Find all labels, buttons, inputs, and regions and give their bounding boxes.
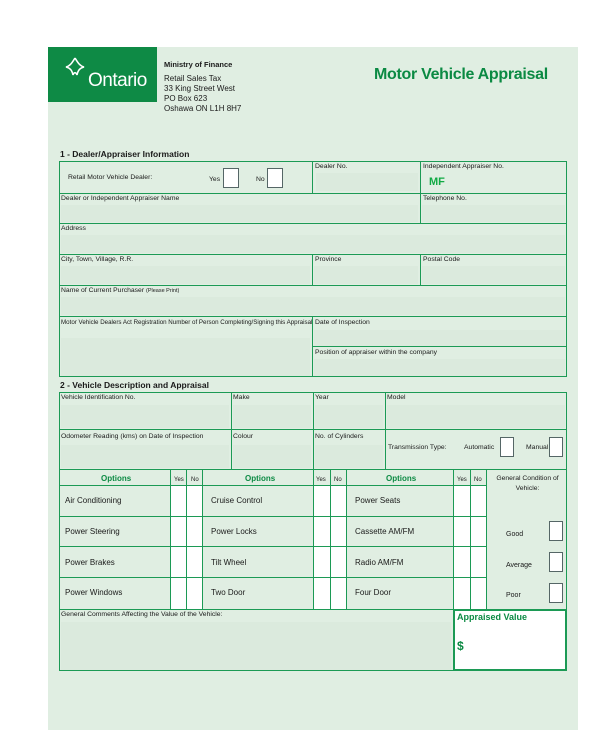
address-line-2: 33 King Street West <box>164 84 235 93</box>
appraised-value-label: Appraised Value <box>457 612 528 622</box>
option-cruise-control: Cruise Control <box>211 496 263 505</box>
option-two-door: Two Door <box>211 588 246 597</box>
section-1-title: 1 - Dealer/Appraiser Information <box>60 149 190 159</box>
odometer-label: Odometer Reading (kms) on Date of Inspection <box>61 433 204 440</box>
options-3-no-cells[interactable] <box>471 486 486 609</box>
retail-dealer-label: Retail Motor Vehicle Dealer: <box>68 174 153 181</box>
cylinders-label: No. of Cylinders <box>315 433 364 440</box>
dealer-no-field-label: Dealer No. <box>315 163 348 170</box>
registration-label: Motor Vehicle Dealers Act Registration Number of Person Completing/Signing this Appraisal <box>61 319 313 326</box>
position-input[interactable] <box>314 359 565 376</box>
dollar-sign: $ <box>457 639 464 653</box>
address-line-4: Oshawa ON L1H 8H7 <box>164 104 242 113</box>
purchaser-label: Name of Current Purchaser (Please Print) <box>61 287 180 294</box>
dealer-no-input[interactable] <box>316 173 418 191</box>
purchaser-input[interactable] <box>61 297 565 315</box>
option-power-locks: Power Locks <box>211 527 257 536</box>
transmission-label: Transmission Type: <box>388 444 447 451</box>
automatic-label: Automatic <box>464 444 495 451</box>
condition-poor-checkbox[interactable] <box>549 583 563 603</box>
vin-label: Vehicle Identification No. <box>61 394 136 401</box>
form-title: Motor Vehicle Appraisal <box>374 66 548 83</box>
province-label: Province <box>315 256 342 263</box>
model-label: Model <box>387 394 406 401</box>
no-col-header-2: No <box>334 477 342 483</box>
no-col-header-1: No <box>191 477 199 483</box>
year-label: Year <box>315 394 329 401</box>
yes-col-header-2: Yes <box>316 477 326 483</box>
make-input[interactable] <box>233 405 311 428</box>
condition-average-label: Average <box>506 562 532 569</box>
position-label: Position of appraiser within the company <box>315 349 438 356</box>
cylinders-input[interactable] <box>315 445 383 468</box>
dealer-yes-label: Yes <box>209 176 221 183</box>
address-line-3: PO Box 623 <box>164 94 208 103</box>
option-radio: Radio AM/FM <box>355 558 404 567</box>
odometer-input[interactable] <box>61 445 229 468</box>
manual-label: Manual <box>526 444 549 451</box>
options-1-yes-cells[interactable] <box>171 486 186 609</box>
city-label: City, Town, Village, R.R. <box>61 256 134 263</box>
section-2-title: 2 - Vehicle Description and Appraisal <box>60 380 209 390</box>
city-input[interactable] <box>61 266 310 284</box>
options-2-no-cells[interactable] <box>331 486 346 609</box>
comments-label: General Comments Affecting the Value of the Vehicle: <box>61 611 223 618</box>
option-air-conditioning: Air Conditioning <box>65 496 122 505</box>
options-header-3: Options <box>386 474 417 483</box>
address-line-1: Retail Sales Tax <box>164 74 222 83</box>
condition-good-checkbox[interactable] <box>549 521 563 541</box>
option-tilt-wheel: Tilt Wheel <box>211 558 247 567</box>
dealer-yes-checkbox[interactable] <box>223 168 239 188</box>
logo-wordmark: Ontario <box>88 70 147 91</box>
automatic-checkbox[interactable] <box>500 437 514 457</box>
postal-label: Postal Code <box>423 256 461 263</box>
address-input[interactable] <box>61 235 565 253</box>
dealer-no-label: No <box>256 176 265 183</box>
option-power-brakes: Power Brakes <box>65 558 115 567</box>
inspection-date-label: Date of Inspection <box>315 319 370 326</box>
option-power-steering: Power Steering <box>65 527 120 536</box>
year-input[interactable] <box>315 405 383 428</box>
model-input[interactable] <box>387 405 565 428</box>
condition-good-label: Good <box>506 531 524 538</box>
yes-col-header-3: Yes <box>457 477 467 483</box>
options-header-1: Options <box>101 474 132 483</box>
independent-appraiser-label: Independent Appraiser No. <box>423 163 504 170</box>
options-3-yes-cells[interactable] <box>454 486 470 609</box>
make-label: Make <box>233 394 250 401</box>
dealer-name-label: Dealer or Independent Appraiser Name <box>61 195 180 202</box>
telephone-input[interactable] <box>422 205 565 222</box>
options-1-no-cells[interactable] <box>187 486 202 609</box>
postal-input[interactable] <box>422 266 565 284</box>
condition-average-checkbox[interactable] <box>549 552 563 572</box>
options-2-yes-cells[interactable] <box>314 486 330 609</box>
yes-col-header-1: Yes <box>174 477 184 483</box>
comments-input[interactable] <box>61 622 451 670</box>
registration-input[interactable] <box>61 338 310 376</box>
province-input[interactable] <box>314 266 418 284</box>
telephone-label: Telephone No. <box>423 195 467 202</box>
no-col-header-3: No <box>474 477 482 483</box>
manual-checkbox[interactable] <box>549 437 563 457</box>
vin-input[interactable] <box>61 405 229 428</box>
colour-label: Colour <box>233 433 254 440</box>
option-power-seats: Power Seats <box>355 496 401 505</box>
option-cassette: Cassette AM/FM <box>355 527 415 536</box>
independent-appraiser-value[interactable]: MF <box>429 176 445 188</box>
options-header-2: Options <box>245 474 276 483</box>
ontario-logo <box>48 47 157 102</box>
condition-poor-label: Poor <box>506 592 521 599</box>
condition-header: General Condition of Vehicle: <box>496 475 559 492</box>
address-label: Address <box>61 225 86 232</box>
dealer-no-checkbox[interactable] <box>267 168 283 188</box>
colour-input[interactable] <box>233 445 311 468</box>
trillium-icon <box>62 55 88 81</box>
option-power-windows: Power Windows <box>65 588 123 597</box>
dealer-name-input[interactable] <box>61 205 418 222</box>
option-four-door: Four Door <box>355 588 392 597</box>
inspection-date-input[interactable] <box>314 330 565 346</box>
ministry-name: Ministry of Finance <box>164 60 233 69</box>
